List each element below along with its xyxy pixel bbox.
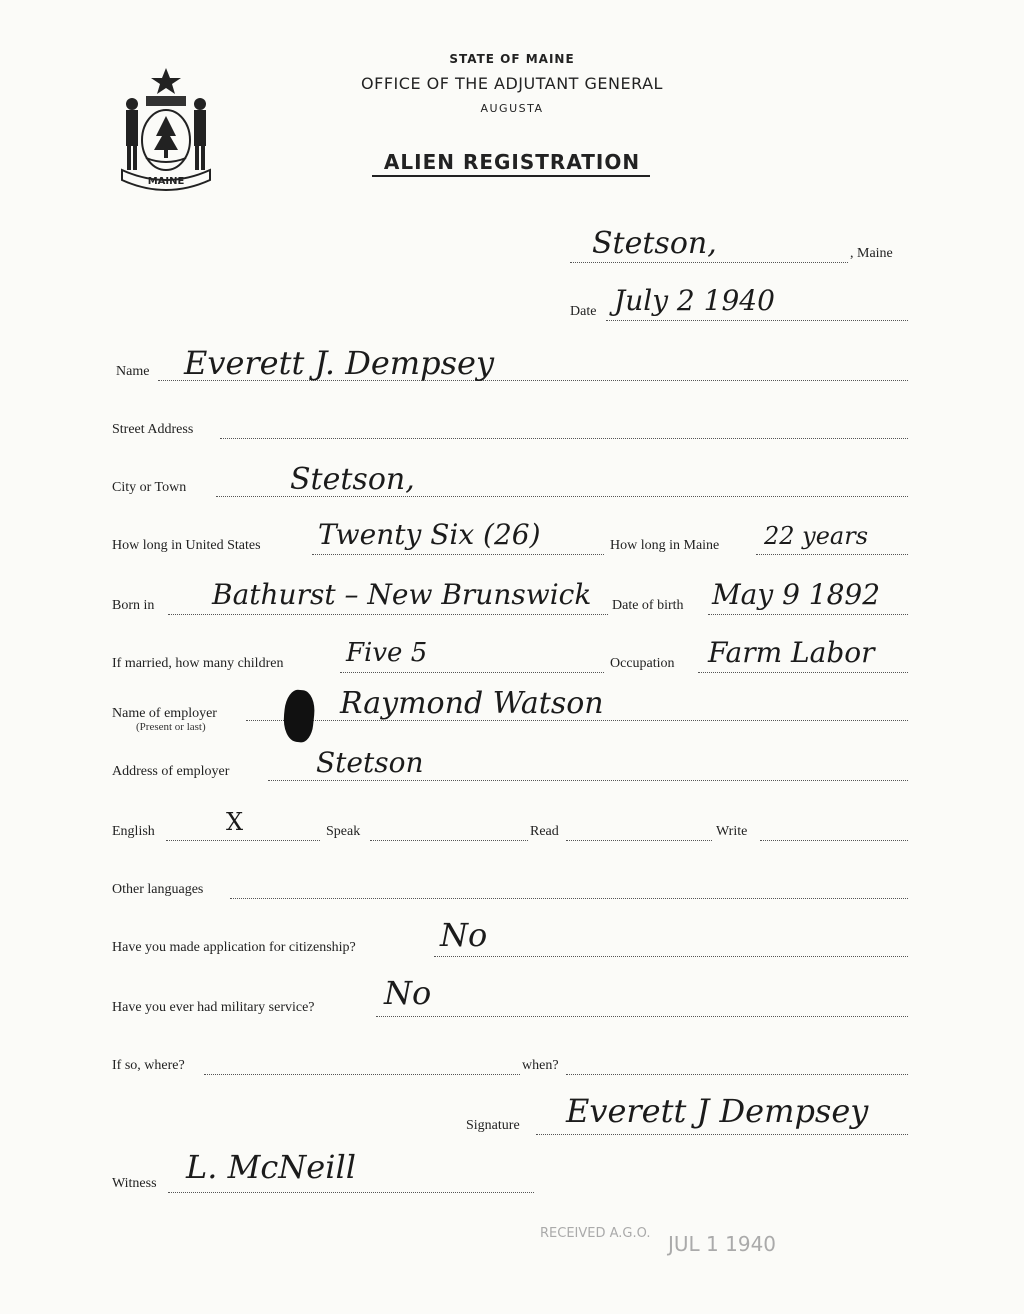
seal-motto: MAINE [147, 176, 185, 187]
name-value: Everett J. Dempsey [184, 344, 495, 382]
english-label: English [112, 824, 155, 839]
header-office: OFFICE OF THE ADJUTANT GENERAL [361, 74, 663, 93]
employer-address-label: Address of employer [112, 764, 230, 779]
city-value: Stetson, [290, 462, 415, 497]
witness-line [168, 1192, 534, 1193]
read-label: Read [530, 824, 559, 839]
how-long-us-label: How long in United States [112, 538, 261, 553]
street-label: Street Address [112, 422, 194, 437]
signature-label: Signature [466, 1118, 520, 1133]
military-line [376, 1016, 908, 1017]
street-line [220, 438, 908, 439]
date-of-birth-value: May 9 1892 [712, 578, 881, 611]
citizenship-value: No [440, 916, 488, 954]
other-languages-line [230, 898, 908, 899]
military-label: Have you ever had military service? [112, 1000, 315, 1015]
when-line [566, 1074, 908, 1075]
children-line [340, 672, 604, 673]
employer-address-value: Stetson [316, 746, 424, 779]
town-suffix: , Maine [850, 246, 893, 261]
read-line [566, 840, 712, 841]
date-of-birth-label: Date of birth [612, 598, 684, 613]
employer-value: Raymond Watson [340, 686, 604, 721]
town-line [570, 262, 848, 263]
city-label: City or Town [112, 480, 187, 495]
citizenship-label: Have you made application for citizenship? [112, 940, 356, 955]
date-of-birth-line [708, 614, 908, 615]
how-long-maine-line [756, 554, 908, 555]
received-stamp-date: JUL 1 1940 [668, 1232, 777, 1256]
children-label: If married, how many children [112, 656, 284, 671]
speak-line [370, 840, 528, 841]
form-title: ALIEN REGISTRATION [383, 150, 641, 174]
write-label: Write [716, 824, 748, 839]
where-label: If so, where? [112, 1058, 185, 1073]
born-in-line [168, 614, 608, 615]
military-value: No [384, 974, 432, 1012]
occupation-label: Occupation [610, 656, 675, 671]
where-line [204, 1074, 520, 1075]
date-label: Date [570, 304, 597, 319]
occupation-line [698, 672, 908, 673]
english-line [166, 840, 320, 841]
header-city: AUGUSTA [480, 102, 544, 115]
signature-line [536, 1134, 908, 1135]
other-languages-label: Other languages [112, 882, 204, 897]
witness-label: Witness [112, 1176, 157, 1191]
date-value: July 2 1940 [614, 284, 775, 317]
born-in-value: Bathurst – New Brunswick [212, 578, 592, 611]
when-label: when? [522, 1058, 559, 1073]
name-label: Name [116, 364, 150, 379]
town-value: Stetson, [592, 226, 717, 261]
employer-label: Name of employer [112, 706, 217, 721]
english-value: X [226, 808, 244, 836]
employer-sublabel: (Present or last) [136, 721, 206, 733]
ink-blot [281, 689, 316, 744]
received-stamp: RECEIVED A.G.O. [540, 1226, 651, 1241]
title-underline [372, 175, 650, 177]
how-long-us-line [312, 554, 604, 555]
signature-value: Everett J Dempsey [566, 1092, 869, 1130]
occupation-value: Farm Labor [708, 636, 875, 669]
date-line [606, 320, 908, 321]
how-long-us-value: Twenty Six (26) [318, 518, 541, 551]
witness-value: L. McNeill [186, 1148, 356, 1186]
born-in-label: Born in [112, 598, 155, 613]
how-long-maine-value: 22 years [764, 522, 869, 550]
children-value: Five 5 [346, 638, 428, 668]
speak-label: Speak [326, 824, 361, 839]
header-state: STATE OF MAINE [449, 52, 575, 66]
employer-address-line [268, 780, 908, 781]
citizenship-line [434, 956, 908, 957]
write-line [760, 840, 908, 841]
how-long-maine-label: How long in Maine [610, 538, 720, 553]
